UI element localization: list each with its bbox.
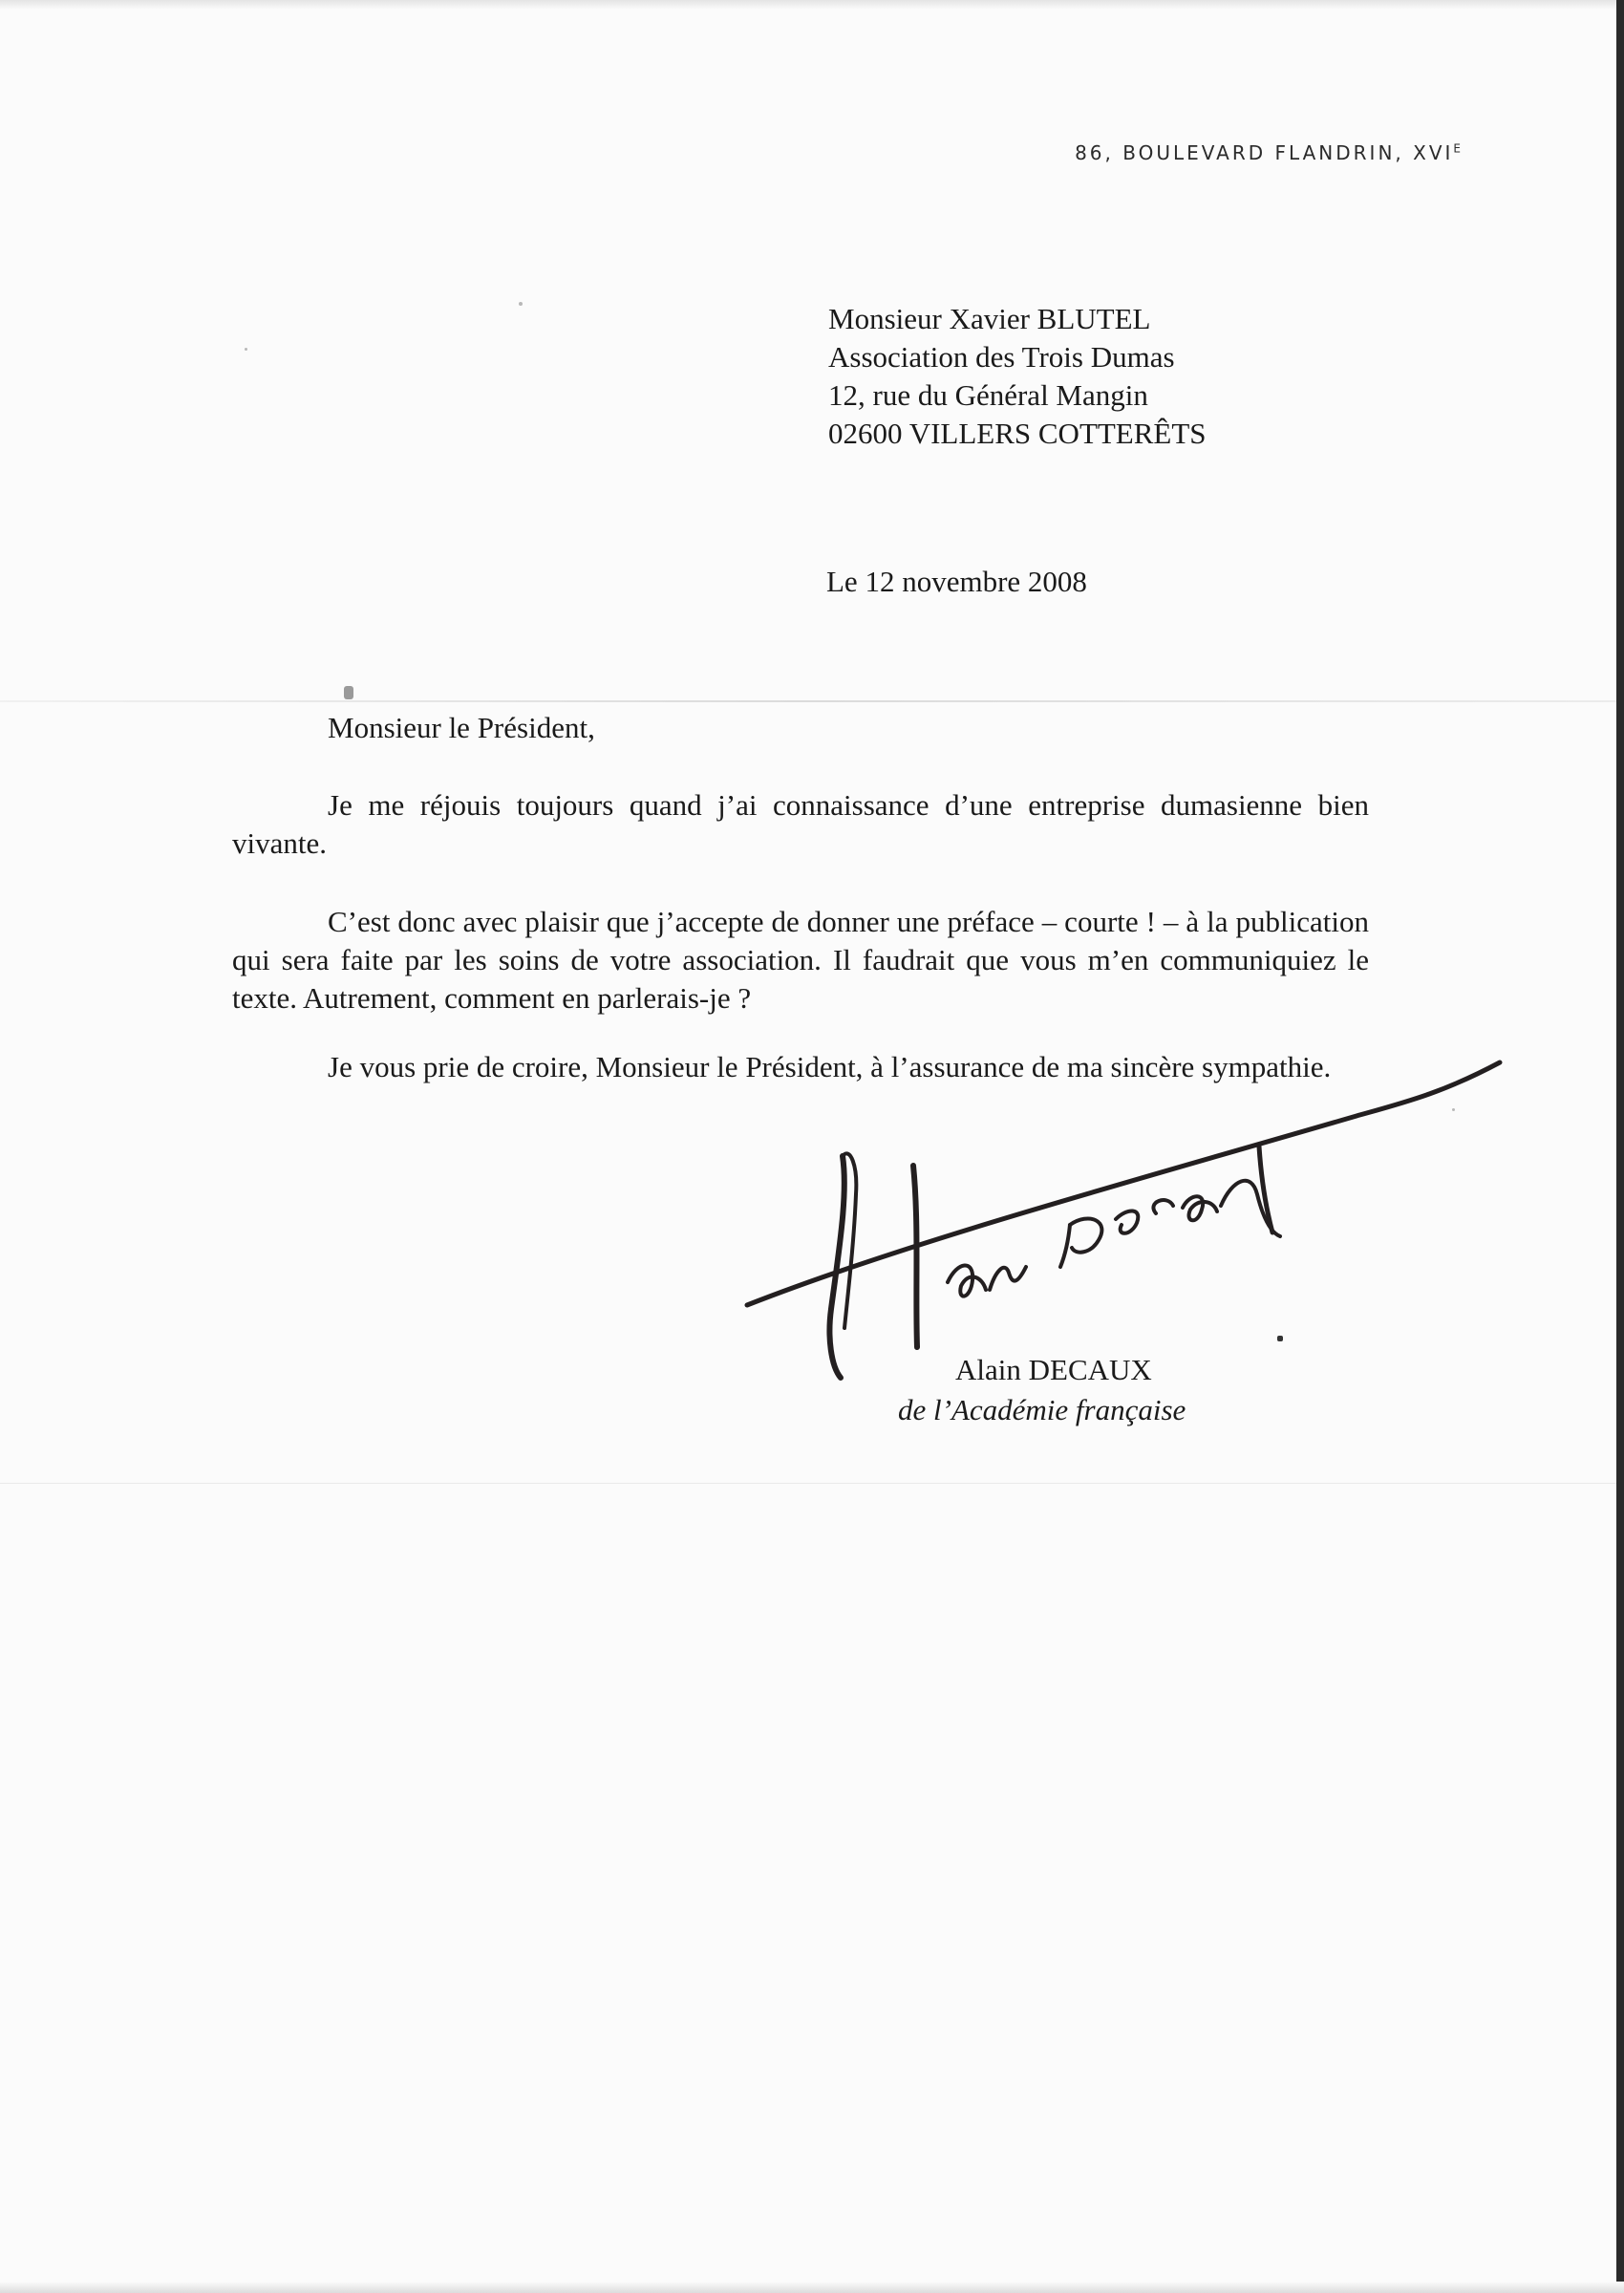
salutation: Monsieur le Président, — [328, 711, 595, 744]
paper-fold-line-lower — [0, 1483, 1616, 1484]
recipient-block — [828, 300, 1497, 453]
letterhead-address-text: 86, BOULEVARD FLANDRIN, XVI — [1075, 141, 1454, 164]
letterhead-address — [1075, 141, 1462, 164]
letterhead-address-sup: E — [1453, 141, 1462, 156]
recipient-line-city: 02600 VILLERS COTTERÊTS — [828, 417, 1207, 450]
paragraph-2: C’est donc avec plaisir que j’accepte de donner une préface – courte ! – à la publication qui sera faite par les soins de votre association. Il faudrait que vous m’en communiquiez le texte. Autrement, comment en parlerais-je ? — [232, 905, 1369, 1015]
signer-name: Alain DECAUX — [955, 1353, 1152, 1386]
scan-edge-right — [1616, 0, 1624, 2293]
signer-title: de l’Académie française — [898, 1393, 1186, 1426]
paper-mark — [344, 686, 353, 699]
paper-fold-line — [0, 700, 1616, 702]
scan-edge-bottom — [0, 2282, 1624, 2293]
paragraph-3: Je vous prie de croire, Monsieur le Président, à l’assurance de ma sincère sympathie. — [328, 1050, 1332, 1083]
scan-edge-top — [0, 0, 1624, 10]
paper-speck — [519, 302, 523, 306]
recipient-line-name: Monsieur Xavier BLUTEL — [828, 302, 1151, 335]
paragraph-1: Je me réjouis toujours quand j’ai connaissance d’une entreprise dumasienne bien vivante. — [232, 788, 1369, 860]
paper-speck — [245, 348, 247, 351]
letter-date: Le 12 novembre 2008 — [826, 565, 1087, 598]
recipient-line-street: 12, rue du Général Mangin — [828, 378, 1148, 412]
recipient-line-organization: Association des Trois Dumas — [828, 340, 1175, 374]
handwritten-signature — [736, 1003, 1519, 1404]
